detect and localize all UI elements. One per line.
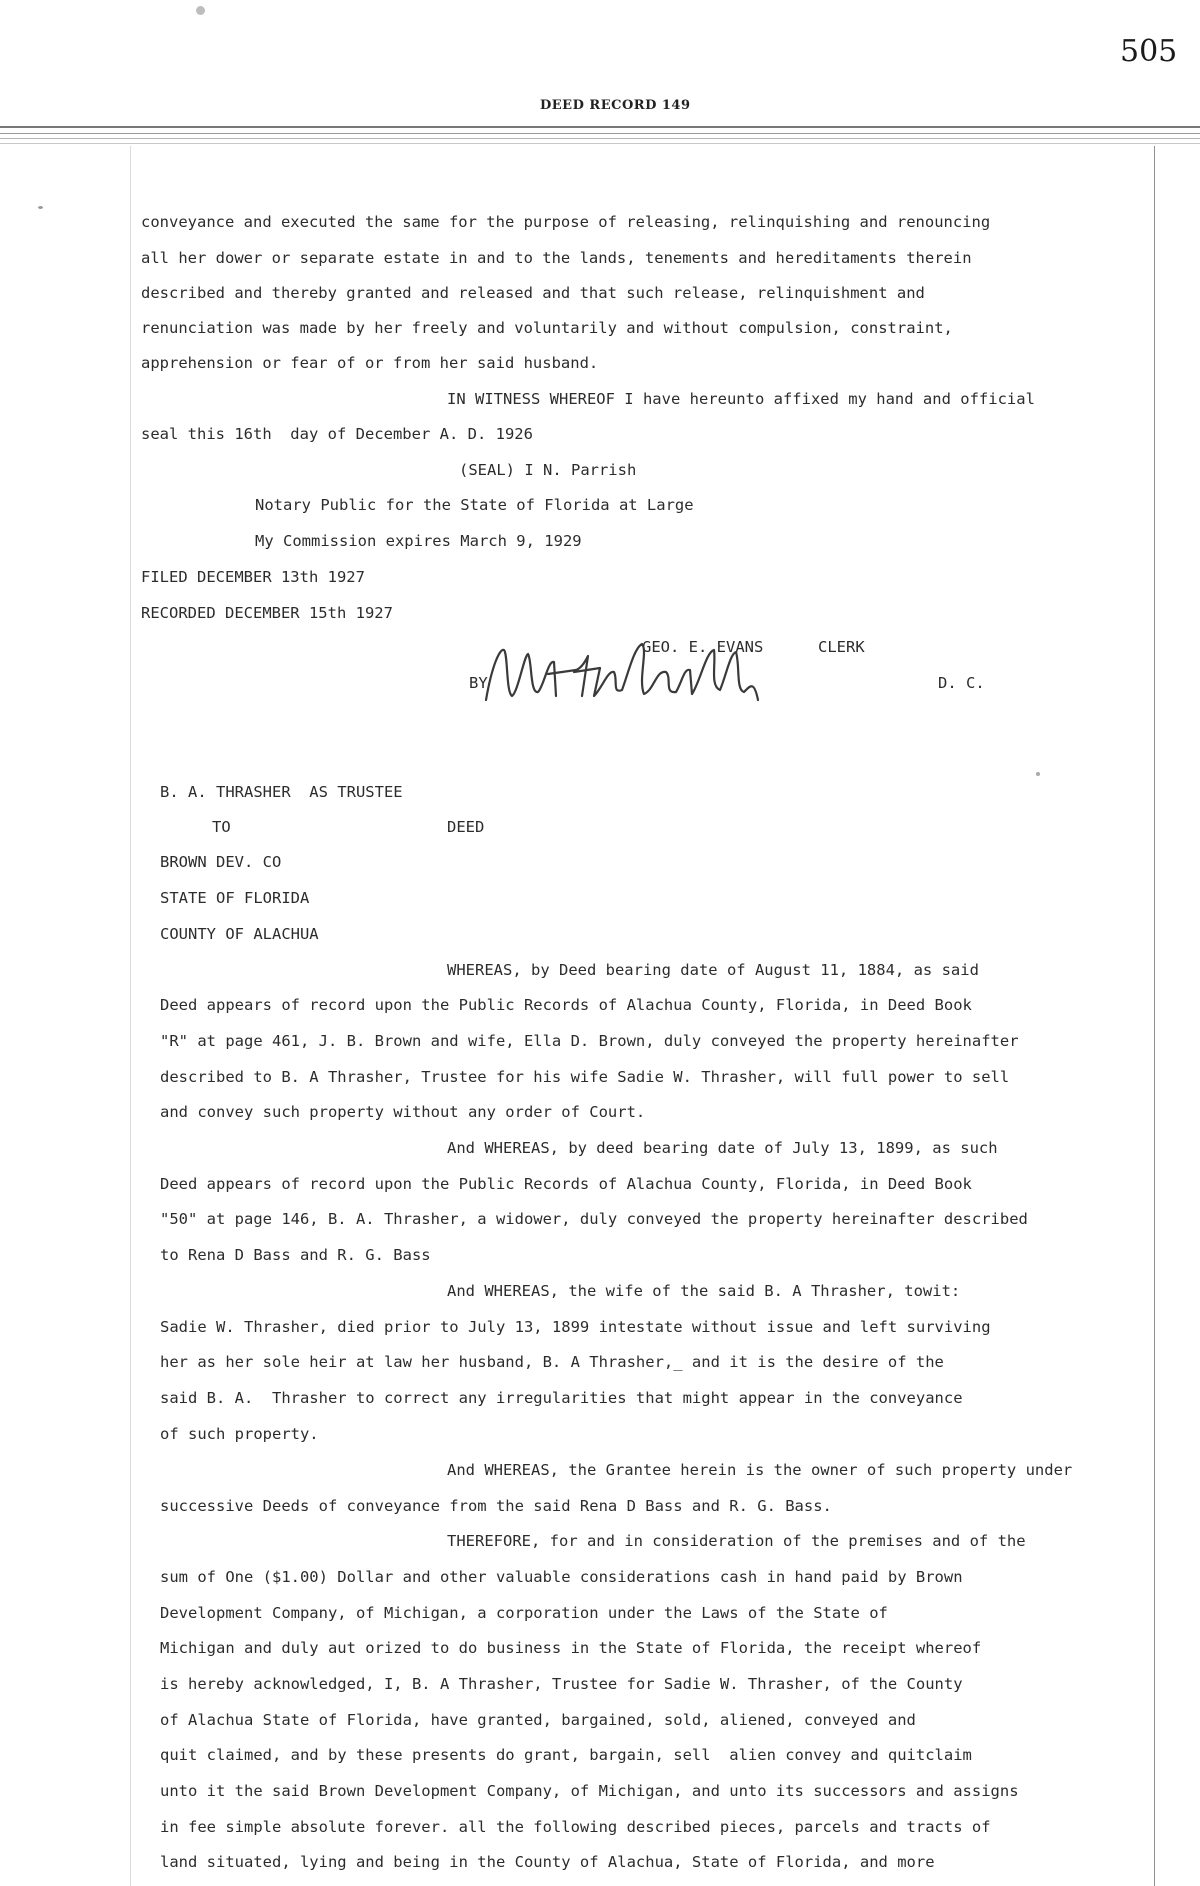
header-rule: [0, 126, 1200, 128]
document-line: And WHEREAS, the Grantee herein is the owner of such property under: [447, 1461, 1073, 1479]
document-line: unto it the said Brown Development Company, of Michigan, and unto its successors and assigns: [160, 1782, 1019, 1800]
document-line: WHEREAS, by Deed bearing date of August 11, 1884, as said: [447, 961, 979, 979]
document-line: in fee simple absolute forever. all the following described pieces, parcels and tracts of: [160, 1818, 991, 1836]
document-line: Notary Public for the State of Florida at Large: [255, 496, 694, 514]
right-margin-line: [1154, 146, 1155, 1886]
document-line: seal this 16th day of December A. D. 1926: [141, 425, 533, 443]
document-line: BROWN DEV. CO: [160, 853, 282, 871]
document-line: D. C.: [938, 674, 985, 692]
document-line: CLERK: [818, 638, 865, 656]
header-rule: [0, 138, 1200, 139]
document-line: said B. A. Thrasher to correct any irregularities that might appear in the conveyance: [160, 1389, 963, 1407]
document-line: RECORDED DECEMBER 15th 1927: [141, 604, 393, 622]
document-line: Deed appears of record upon the Public Records of Alachua County, Florida, in Deed Book: [160, 996, 972, 1014]
document-line: successive Deeds of conveyance from the said Rena D Bass and R. G. Bass.: [160, 1497, 832, 1515]
document-line: "R" at page 461, J. B. Brown and wife, Ella D. Brown, duly conveyed the property hereinafter: [160, 1032, 1019, 1050]
document-line: B. A. THRASHER AS TRUSTEE: [160, 783, 403, 801]
header-rule: [0, 143, 1200, 144]
document-line: Development Company, of Michigan, a corporation under the Laws of the State of: [160, 1604, 888, 1622]
running-header: DEED RECORD 149: [540, 98, 691, 113]
document-line: is hereby acknowledged, I, B. A Thrasher, Trustee for Sadie W. Thrasher, of the County: [160, 1675, 963, 1693]
document-line: her as her sole heir at law her husband, B. A Thrasher,_ and it is the desire of the: [160, 1353, 944, 1371]
document-line: My Commission expires March 9, 1929: [255, 532, 582, 550]
document-line: IN WITNESS WHEREOF I have hereunto affixed my hand and official: [447, 390, 1035, 408]
document-line: GEO. E. EVANS: [642, 638, 764, 656]
document-line: of such property.: [160, 1425, 319, 1443]
document-line: Deed appears of record upon the Public Records of Alachua County, Florida, in Deed Book: [160, 1175, 972, 1193]
header-rule: [0, 133, 1200, 134]
page-number: 505: [1120, 34, 1178, 69]
document-line: BY: [469, 674, 488, 692]
document-line: And WHEREAS, by deed bearing date of July 13, 1899, as such: [447, 1139, 998, 1157]
document-line: TO: [212, 818, 231, 836]
document-line: to Rena D Bass and R. G. Bass: [160, 1246, 431, 1264]
document-line: renunciation was made by her freely and voluntarily and without compulsion, constraint,: [141, 319, 953, 337]
document-line: apprehension or fear of or from her said husband.: [141, 354, 599, 372]
document-line: Sadie W. Thrasher, died prior to July 13, 1899 intestate without issue and left surviving: [160, 1318, 991, 1336]
document-line: quit claimed, and by these presents do grant, bargain, sell alien convey and quitclaim: [160, 1746, 972, 1764]
document-line: THEREFORE, for and in consideration of the premises and of the: [447, 1532, 1026, 1550]
document-line: of Alachua State of Florida, have granted, bargained, sold, aliened, conveyed and: [160, 1711, 916, 1729]
speck: [1036, 772, 1040, 776]
document-line: land situated, lying and being in the County of Alachua, State of Florida, and more: [160, 1853, 935, 1871]
document-line: sum of One ($1.00) Dollar and other valuable considerations cash in hand paid by Brown: [160, 1568, 963, 1586]
left-margin-line: [130, 146, 131, 1886]
document-line: DEED: [447, 818, 485, 836]
document-line: and convey such property without any order of Court.: [160, 1103, 646, 1121]
document-line: described and thereby granted and released and that such release, relinquishment and: [141, 284, 925, 302]
document-line: described to B. A Thrasher, Trustee for his wife Sadie W. Thrasher, will full power to sell: [160, 1068, 1010, 1086]
document-line: (SEAL) I N. Parrish: [459, 461, 637, 479]
document-line: all her dower or separate estate in and to the lands, tenements and hereditaments therein: [141, 249, 972, 267]
document-line: conveyance and executed the same for the purpose of releasing, relinquishing and renouncing: [141, 213, 991, 231]
speck: [38, 206, 43, 209]
speck: [196, 6, 205, 15]
document-line: STATE OF FLORIDA: [160, 889, 310, 907]
document-line: FILED DECEMBER 13th 1927: [141, 568, 365, 586]
document-line: And WHEREAS, the wife of the said B. A Thrasher, towit:: [447, 1282, 961, 1300]
document-line: COUNTY OF ALACHUA: [160, 925, 319, 943]
document-line: Michigan and duly aut orized to do business in the State of Florida, the receipt whereof: [160, 1639, 982, 1657]
document-line: "50" at page 146, B. A. Thrasher, a widower, duly conveyed the property hereinafter described: [160, 1210, 1028, 1228]
clerk-signature: [478, 630, 768, 720]
